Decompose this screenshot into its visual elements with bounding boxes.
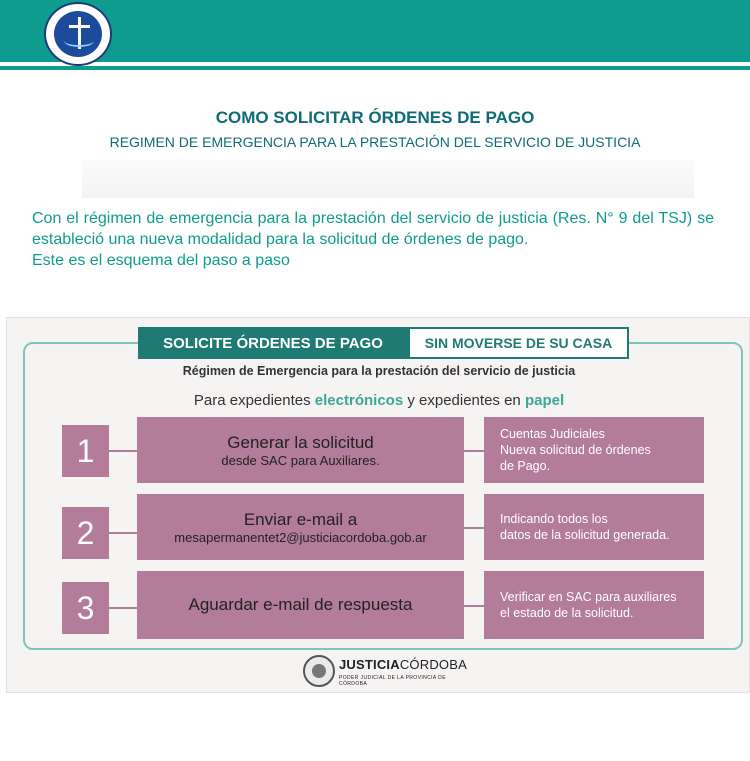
step-2-note-line: Indicando todos los	[500, 512, 608, 526]
step-2-main: Enviar e-mail a	[243, 509, 358, 529]
step-2-note	[484, 494, 704, 560]
types-middle: y expedientes en	[407, 392, 521, 409]
step-2-connector	[109, 532, 137, 534]
intro-line-2: Este es el esquema del paso a paso	[32, 252, 290, 269]
step-2-number: 2	[62, 507, 109, 559]
infographic	[6, 317, 750, 693]
page-title: COMO SOLICITAR ÓRDENES DE PAGO	[215, 108, 535, 127]
step-1-note	[484, 417, 704, 483]
header-divider	[0, 66, 750, 70]
step-1-number: 1	[62, 425, 109, 477]
step-3-note-line: Verificar en SAC para auxiliares	[500, 590, 677, 604]
step-1-note-line: Cuentas Judiciales	[500, 427, 605, 441]
justicia-logo-sub: PODER JUDICIAL DE LA PROVINCIA DE CÓRDOBA	[339, 675, 446, 687]
expedientes-types	[7, 392, 750, 409]
types-prefix: Para expedientes	[193, 392, 311, 409]
step-3-note	[484, 571, 704, 639]
intro-paragraph: Con el régimen de emergencia para la prestación del servicio de justicia (Res. N° 9 del TSJ) se estableció una nueva modalidad para la solicitud de órdenes de pago.	[32, 210, 714, 248]
step-2-email[interactable]: mesapermanentet2@justiciacordoba.gob.ar	[174, 529, 427, 545]
step-1-note-line: Nueva solicitud de órdenes	[500, 443, 651, 457]
step-1-sub: desde SAC para Auxiliares.	[221, 452, 380, 468]
page-subtitle: REGIMEN DE EMERGENCIA PARA LA PRESTACIÓN DEL SERVICIO DE JUSTICIA	[109, 134, 641, 150]
decorative-band	[82, 160, 694, 198]
logo-emblem	[52, 9, 104, 59]
step-3-note-connector	[464, 605, 484, 607]
step-1-box	[137, 417, 464, 483]
types-paper: papel	[524, 392, 565, 409]
justicia-logo-name: JUSTICIACÓRDOBA	[339, 657, 467, 672]
tab-solicite: SOLICITE ÓRDENES DE PAGO	[138, 327, 408, 359]
step-2-note-line: datos de la solicitud generada.	[500, 528, 670, 542]
header-band	[0, 0, 750, 62]
step-3-connector	[109, 607, 137, 609]
step-3-main: Aguardar e-mail de respuesta	[188, 595, 413, 614]
step-1-note-connector	[464, 450, 484, 452]
tab-sin-moverse: SIN MOVERSE DE SU CASA	[408, 327, 629, 359]
step-2-box	[137, 494, 464, 560]
step-3-note-line: el estado de la solicitud.	[500, 606, 634, 620]
step-2-note-connector	[464, 527, 484, 529]
colegio-abogados-logo[interactable]	[44, 2, 112, 66]
justicia-cordoba-logo	[303, 653, 467, 689]
step-1-main: Generar la solicitud	[227, 432, 374, 452]
types-electronic: electrónicos	[314, 392, 404, 409]
step-3-box	[137, 571, 464, 639]
regime-text: Régimen de Emergencia para la prestación del servicio de justicia	[182, 364, 576, 378]
step-1-connector	[109, 450, 137, 452]
step-3-number: 3	[62, 582, 109, 634]
intro-text	[32, 208, 714, 271]
justicia-seal-icon	[303, 655, 335, 687]
step-1-note-line: de Pago.	[500, 459, 551, 473]
